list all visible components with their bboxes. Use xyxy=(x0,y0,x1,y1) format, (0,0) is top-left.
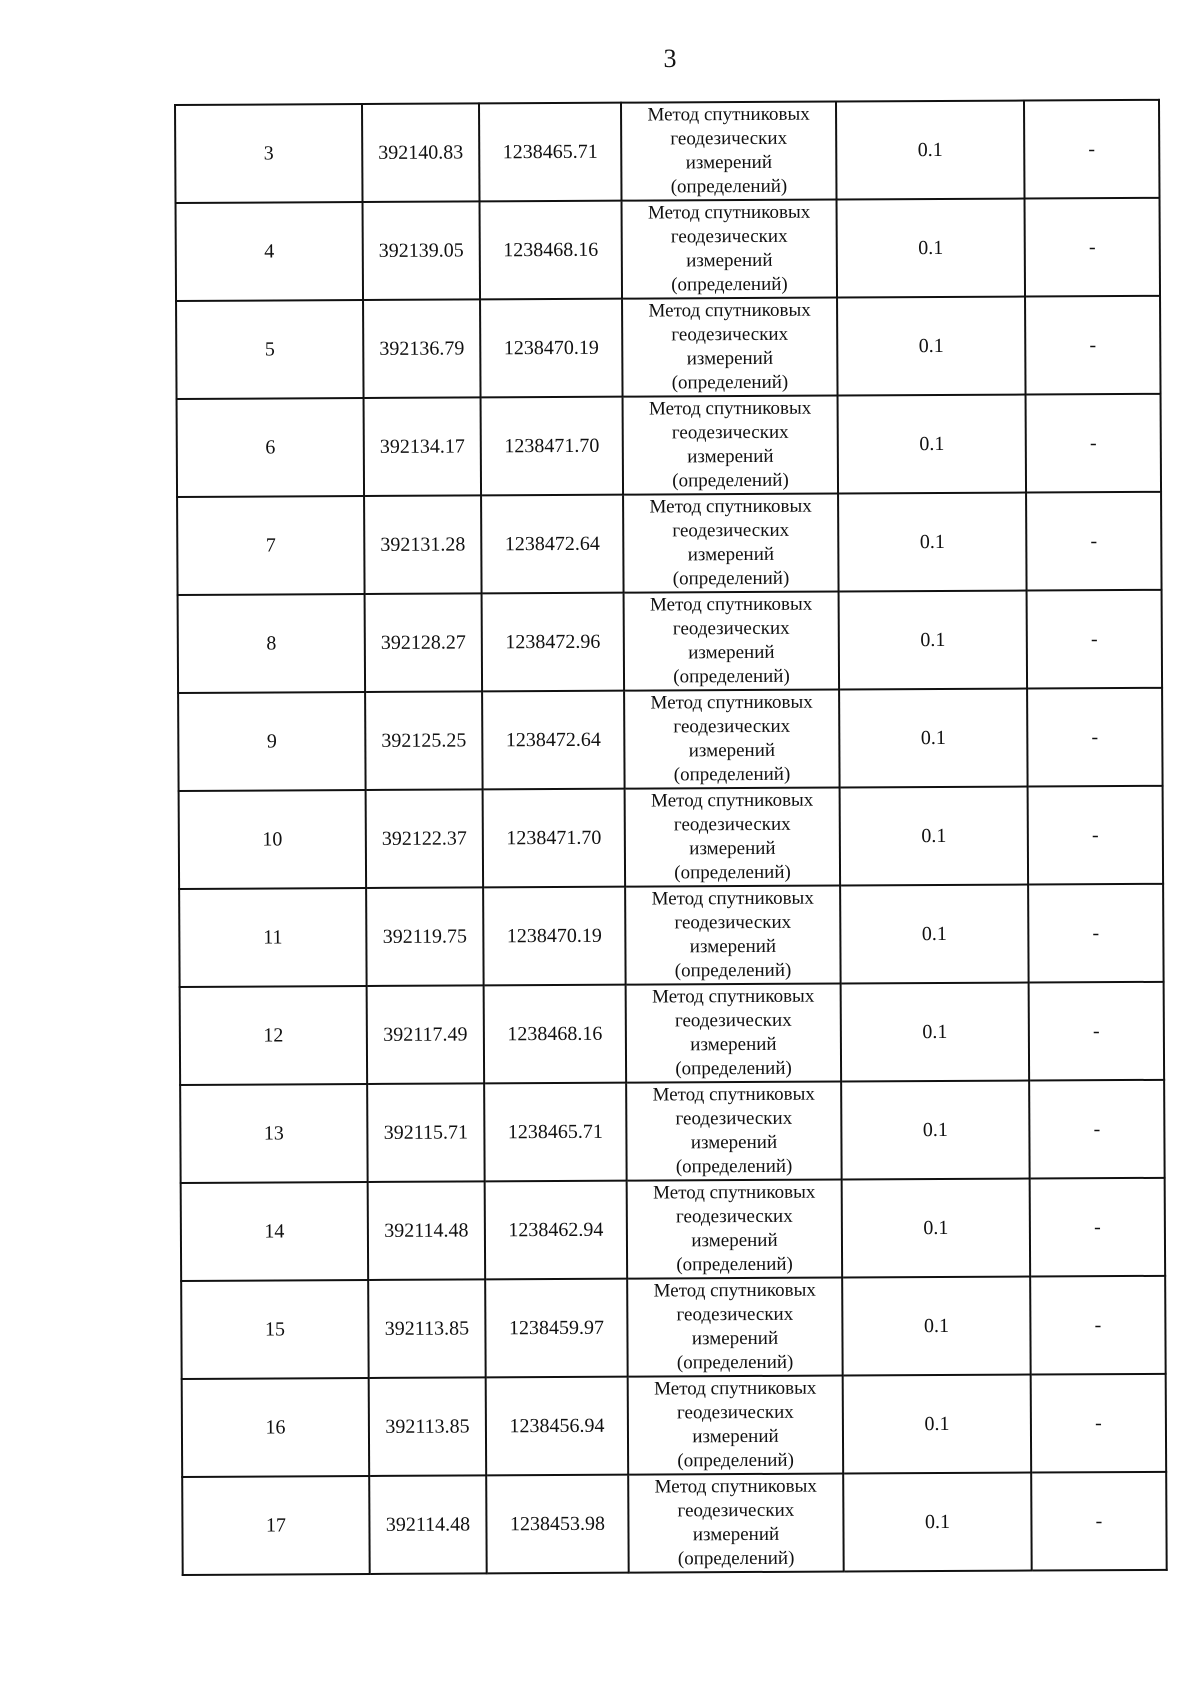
accuracy-cell: 0.1 xyxy=(836,101,1025,200)
method-line: геодезических xyxy=(676,1401,794,1424)
method-cell xyxy=(627,1278,843,1377)
note-cell: - xyxy=(1030,1276,1166,1375)
x-coordinate-cell: 392114.48 xyxy=(368,1181,486,1280)
method-line: Метод спутниковых xyxy=(654,1377,817,1400)
method-line: измерений xyxy=(686,347,774,370)
table-row xyxy=(177,394,1161,497)
y-coordinate-cell: 1238468.16 xyxy=(484,985,627,1084)
method-line: Метод спутниковых xyxy=(651,887,814,910)
method-cell xyxy=(628,1474,844,1573)
x-coordinate-cell: 392131.28 xyxy=(364,495,482,594)
method-line: геодезических xyxy=(675,1107,793,1130)
table-row xyxy=(176,296,1160,399)
method-line: измерений xyxy=(687,543,775,566)
y-coordinate-cell: 1238465.71 xyxy=(479,103,622,202)
method-cell xyxy=(627,1180,843,1279)
x-coordinate-cell: 392139.05 xyxy=(363,201,481,300)
table-row xyxy=(179,884,1163,987)
method-line: геодезических xyxy=(673,813,791,836)
method-line: (определений) xyxy=(676,1351,794,1374)
y-coordinate-cell: 1238472.64 xyxy=(481,495,624,594)
method-line: Метод спутниковых xyxy=(648,397,812,420)
method-cell xyxy=(622,200,838,299)
point-number-cell: 3 xyxy=(175,104,363,203)
method-line: геодезических xyxy=(675,1205,793,1228)
note-cell: - xyxy=(1025,296,1161,395)
coordinates-table xyxy=(174,99,1168,1576)
method-cell xyxy=(624,690,840,789)
accuracy-cell: 0.1 xyxy=(838,493,1027,592)
point-number-cell: 10 xyxy=(179,790,367,889)
method-line: геодезических xyxy=(671,323,789,346)
method-line: Метод спутниковых xyxy=(648,299,811,322)
method-line: геодезических xyxy=(672,519,790,542)
accuracy-cell: 0.1 xyxy=(839,689,1028,788)
point-number-cell: 5 xyxy=(176,300,364,399)
method-line: Метод спутниковых xyxy=(653,1181,816,1204)
method-line: измерений xyxy=(690,1033,777,1056)
method-line: Метод спутниковых xyxy=(652,985,815,1008)
note-cell: - xyxy=(1027,688,1163,787)
x-coordinate-cell: 392113.85 xyxy=(369,1377,487,1476)
y-coordinate-cell: 1238471.70 xyxy=(481,397,624,496)
method-line: (определений) xyxy=(677,1547,795,1570)
method-line: Метод спутниковых xyxy=(650,691,813,714)
method-line: измерений xyxy=(690,1131,778,1154)
method-line: измерений xyxy=(686,249,773,272)
method-line: Метод спутниковых xyxy=(650,789,814,812)
point-number-cell: 14 xyxy=(181,1182,369,1281)
point-number-cell: 13 xyxy=(180,1084,368,1183)
table-row xyxy=(180,982,1164,1085)
method-line: (определений) xyxy=(675,1057,792,1080)
note-cell: - xyxy=(1029,982,1165,1081)
method-line: геодезических xyxy=(674,1009,792,1032)
y-coordinate-cell: 1238468.16 xyxy=(480,201,623,300)
method-line: геодезических xyxy=(671,421,789,444)
table-row xyxy=(177,492,1161,595)
method-line: (определений) xyxy=(675,1155,793,1178)
method-cell xyxy=(622,298,838,397)
method-cell xyxy=(624,592,840,691)
x-coordinate-cell: 392134.17 xyxy=(364,397,482,496)
method-line: (определений) xyxy=(672,567,790,590)
accuracy-cell: 0.1 xyxy=(840,787,1029,886)
method-line: Метод спутниковых xyxy=(647,201,811,224)
x-coordinate-cell: 392122.37 xyxy=(366,789,484,888)
table-row xyxy=(178,590,1162,693)
method-line: измерений xyxy=(688,739,776,762)
note-cell: - xyxy=(1026,492,1162,591)
point-number-cell: 4 xyxy=(176,202,364,301)
y-coordinate-cell: 1238471.70 xyxy=(483,789,626,888)
x-coordinate-cell: 392114.48 xyxy=(369,1475,487,1574)
point-number-cell: 6 xyxy=(177,398,365,497)
y-coordinate-cell: 1238459.97 xyxy=(485,1279,628,1378)
note-cell: - xyxy=(1029,1080,1165,1179)
point-number-cell: 16 xyxy=(182,1378,370,1477)
point-number-cell: 9 xyxy=(178,692,366,791)
table-row xyxy=(180,1080,1164,1183)
table-row xyxy=(175,100,1159,203)
point-number-cell: 11 xyxy=(179,888,367,987)
point-number-cell: 8 xyxy=(178,594,366,693)
table-row xyxy=(181,1178,1165,1281)
table-row xyxy=(182,1374,1166,1477)
method-line: Метод спутниковых xyxy=(647,103,810,126)
accuracy-cell: 0.1 xyxy=(841,1081,1030,1180)
point-number-cell: 12 xyxy=(180,986,368,1085)
note-cell: - xyxy=(1025,198,1161,297)
y-coordinate-cell: 1238470.19 xyxy=(480,299,623,398)
table-row xyxy=(181,1276,1165,1379)
method-line: геодезических xyxy=(677,1499,795,1522)
method-line: измерений xyxy=(688,641,775,664)
y-coordinate-cell: 1238472.64 xyxy=(482,691,625,790)
method-line: (определений) xyxy=(677,1449,794,1472)
point-number-cell: 15 xyxy=(181,1280,369,1379)
method-line: Метод спутниковых xyxy=(653,1279,816,1302)
method-line: (определений) xyxy=(670,175,788,198)
note-cell: - xyxy=(1024,100,1160,199)
method-line: измерений xyxy=(692,1523,780,1546)
method-line: геодезических xyxy=(676,1303,794,1326)
accuracy-cell: 0.1 xyxy=(842,1277,1031,1376)
method-line: измерений xyxy=(687,445,774,468)
method-line: Метод спутниковых xyxy=(649,495,812,518)
method-cell xyxy=(623,494,839,593)
method-line: (определений) xyxy=(676,1253,793,1276)
y-coordinate-cell: 1238456.94 xyxy=(486,1377,629,1476)
method-cell xyxy=(623,396,839,495)
method-cell xyxy=(628,1376,844,1475)
method-line: (определений) xyxy=(674,959,792,982)
method-line: (определений) xyxy=(673,665,790,688)
method-line: Метод спутниковых xyxy=(652,1083,815,1106)
accuracy-cell: 0.1 xyxy=(843,1375,1032,1474)
x-coordinate-cell: 392125.25 xyxy=(365,691,483,790)
method-line: (определений) xyxy=(674,861,791,884)
method-line: (определений) xyxy=(671,273,788,296)
method-cell xyxy=(625,886,841,985)
method-line: (определений) xyxy=(673,763,791,786)
method-line: Метод спутниковых xyxy=(649,593,813,616)
x-coordinate-cell: 392115.71 xyxy=(367,1083,485,1182)
y-coordinate-cell: 1238462.94 xyxy=(485,1181,628,1280)
method-line: геодезических xyxy=(670,225,788,248)
method-cell xyxy=(626,984,842,1083)
accuracy-cell: 0.1 xyxy=(839,591,1028,690)
method-line: геодезических xyxy=(673,715,791,738)
table-row xyxy=(179,786,1163,889)
method-line: измерений xyxy=(689,837,776,860)
method-line: геодезических xyxy=(672,617,790,640)
page-number: 3 xyxy=(663,44,677,73)
method-cell xyxy=(626,1082,842,1181)
x-coordinate-cell: 392117.49 xyxy=(367,985,485,1084)
table-row xyxy=(182,1472,1166,1575)
x-coordinate-cell: 392119.75 xyxy=(366,887,484,986)
table-body xyxy=(175,100,1167,1575)
point-number-cell: 7 xyxy=(177,496,365,595)
x-coordinate-cell: 392136.79 xyxy=(363,299,481,398)
note-cell: - xyxy=(1030,1178,1166,1277)
accuracy-cell: 0.1 xyxy=(840,885,1029,984)
method-line: измерений xyxy=(689,935,777,958)
table-row xyxy=(178,688,1162,791)
method-cell xyxy=(621,102,837,201)
note-cell: - xyxy=(1028,884,1164,983)
x-coordinate-cell: 392140.83 xyxy=(362,103,480,202)
method-line: (определений) xyxy=(672,469,789,492)
x-coordinate-cell: 392113.85 xyxy=(368,1279,486,1378)
accuracy-cell: 0.1 xyxy=(838,395,1027,494)
y-coordinate-cell: 1238472.96 xyxy=(482,593,625,692)
method-line: измерений xyxy=(691,1327,779,1350)
note-cell: - xyxy=(1028,786,1164,885)
note-cell: - xyxy=(1026,394,1162,493)
accuracy-cell: 0.1 xyxy=(842,1179,1031,1278)
method-line: геодезических xyxy=(670,127,788,150)
note-cell: - xyxy=(1027,590,1163,689)
accuracy-cell: 0.1 xyxy=(843,1473,1032,1572)
method-line: измерений xyxy=(692,1425,779,1448)
point-number-cell: 17 xyxy=(182,1476,370,1575)
accuracy-cell: 0.1 xyxy=(841,983,1030,1082)
note-cell: - xyxy=(1031,1472,1167,1571)
y-coordinate-cell: 1238470.19 xyxy=(483,887,626,986)
method-cell xyxy=(625,788,841,887)
method-line: геодезических xyxy=(674,911,792,934)
accuracy-cell: 0.1 xyxy=(837,199,1026,298)
table-row xyxy=(176,198,1160,301)
method-line: (определений) xyxy=(671,371,789,394)
x-coordinate-cell: 392128.27 xyxy=(365,593,483,692)
note-cell: - xyxy=(1031,1374,1167,1473)
accuracy-cell: 0.1 xyxy=(837,297,1026,396)
y-coordinate-cell: 1238453.98 xyxy=(486,1475,629,1574)
y-coordinate-cell: 1238465.71 xyxy=(484,1083,627,1182)
method-line: измерений xyxy=(691,1229,778,1252)
method-line: измерений xyxy=(685,151,773,174)
method-line: Метод спутниковых xyxy=(654,1475,817,1498)
